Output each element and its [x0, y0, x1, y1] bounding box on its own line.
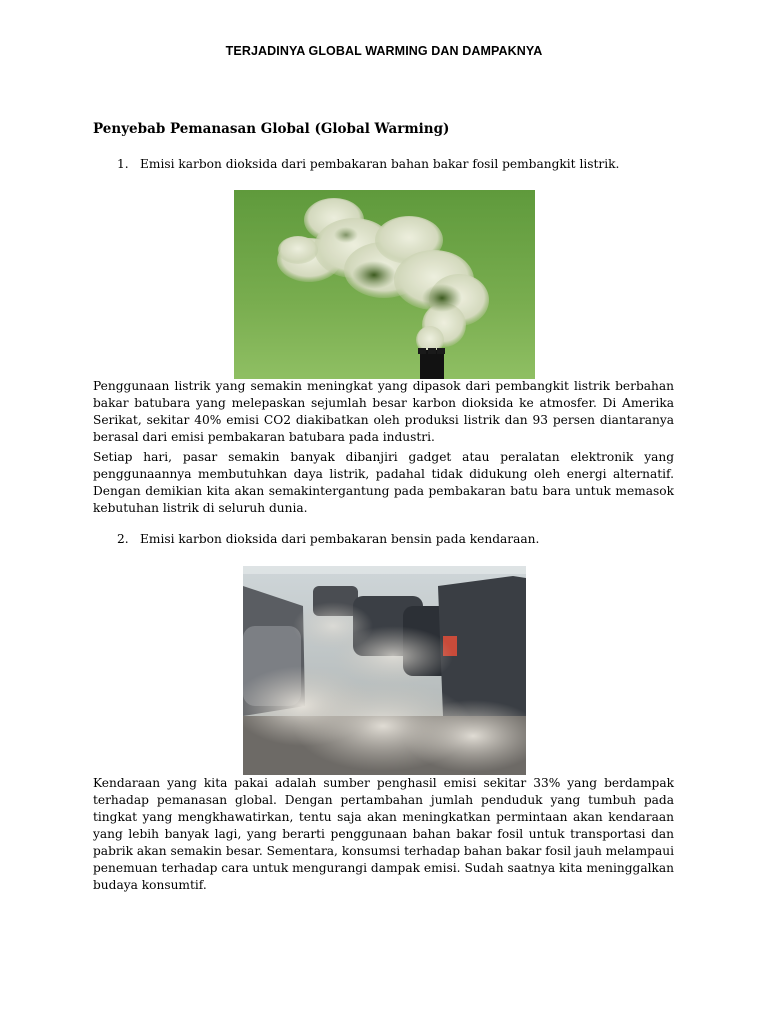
list-item-number: 1. — [117, 157, 129, 171]
smokestack-emission-photo — [234, 190, 535, 379]
paragraph: Setiap hari, pasar semakin banyak dibanjiri gadget atau peralatan elektronik yang penggunaannya membutuhkan daya listrik, padahal tidak didukung oleh energi alternatif. Dengan demikian kita akan semakintergantung pada pembakaran batu bara untuk memasok kebutuhan listrik di seluruh dunia. — [93, 450, 674, 515]
list-item-text: Emisi karbon dioksida dari pembakaran bensin pada kendaraan. — [140, 532, 540, 546]
vehicle-exhaust-photo — [243, 566, 526, 775]
paragraph: Penggunaan listrik yang semakin meningkat yang dipasok dari pembangkit listrik berbahan bakar batubara yang melepaskan sejumlah besar karbon dioksida ke atmosfer. Di Amerika Serikat, sekitar 40% emisi CO2 diakibatkan oleh produksi listrik dan 93 persen diantaranya berasal dari emisi pembakaran batubara pada industri. — [93, 379, 674, 444]
list-item — [117, 157, 619, 171]
list-item-number: 2. — [117, 532, 129, 546]
paragraph: Kendaraan yang kita pakai adalah sumber penghasil emisi sekitar 33% yang berdampak terhadap pemanasan global. Dengan pertambahan jumlah penduduk yang tumbuh pada tingkat yang mengkhawatirkan, tentu saja akan meningkatkan permintaan akan kendaraan yang lebih banyak lagi, yang berarti penggunaan bahan bakar fosil untuk transportasi dan pabrik akan semakin besar. Sementara, konsumsi terhadap bahan bakar fosil jauh melampaui penemuan terhadap cara untuk mengurangi dampak emisi. Sudah saatnya kita meninggalkan budaya konsumtif. — [93, 776, 674, 892]
section-heading: Penyebab Pemanasan Global (Global Warming) — [93, 121, 450, 137]
traffic-smog-illustration — [243, 566, 526, 775]
list-item — [117, 532, 539, 546]
list-item-text: Emisi karbon dioksida dari pembakaran bahan bakar fosil pembangkit listrik. — [140, 157, 620, 171]
smokestack-illustration — [234, 190, 535, 379]
document-title: TERJADINYA GLOBAL WARMING DAN DAMPAKNYA — [225, 44, 543, 58]
